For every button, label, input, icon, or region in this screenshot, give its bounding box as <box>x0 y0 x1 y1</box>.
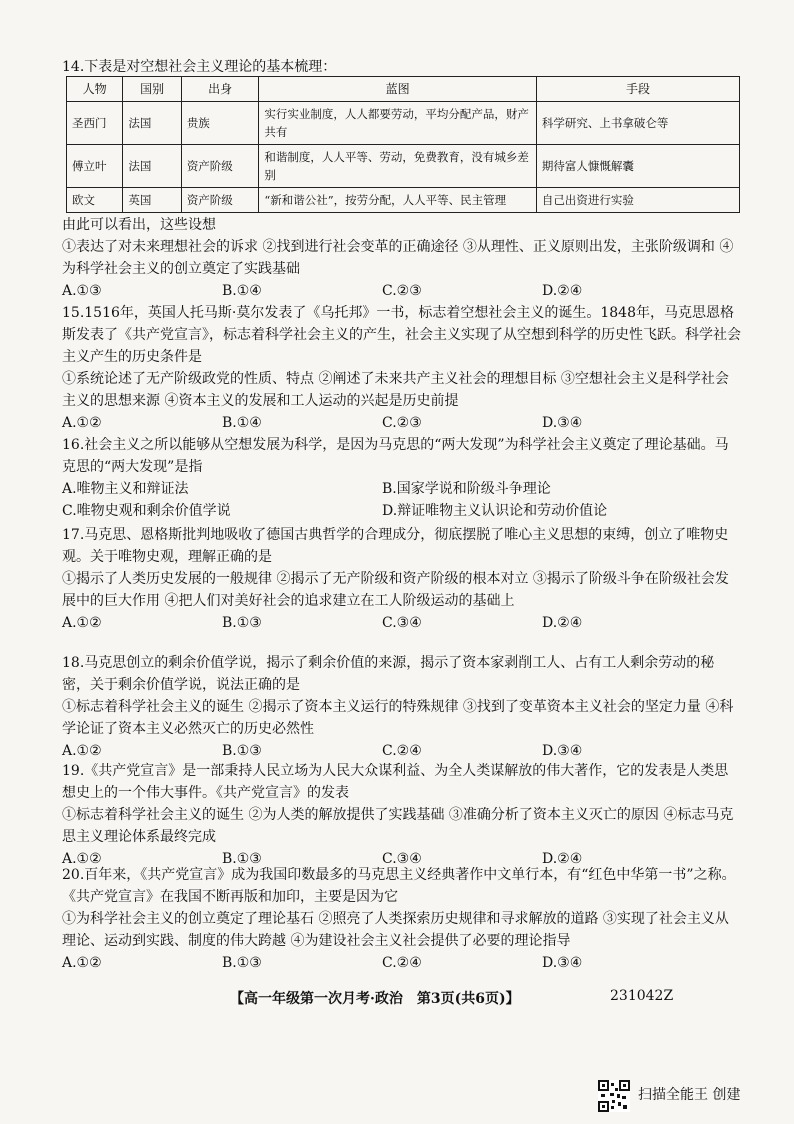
table-header: 手段 <box>536 77 739 102</box>
question-14-statements: ①表达了对未来理想社会的诉求 ②找到进行社会变革的正确途径 ③从理性、正义原则出发，主张阶级调和 ④为科学社会主义的创立奠定了实践基础 <box>62 239 734 277</box>
table-cell: 法国 <box>123 145 181 188</box>
option: C.②③ <box>382 283 422 299</box>
table-cell: 法国 <box>123 102 181 145</box>
question-20-options <box>62 952 742 974</box>
option: B.①③ <box>222 743 262 759</box>
table-cell: 贵族 <box>181 102 259 145</box>
question-18-stem: 18.马克思创立的剩余价值学说，揭示了剩余价值的来源，揭示了资本家剥削工人、占有工人剩余劳动的秘密，关于剩余价值学说，说法正确的是 <box>62 655 715 693</box>
option: A.唯物主义和辩证法 <box>62 481 189 497</box>
option: B.①④ <box>222 283 262 299</box>
table-cell: 期待富人慷慨解囊 <box>536 145 739 188</box>
qr-code-icon <box>598 1080 630 1112</box>
question-19-statements: ①标志着科学社会主义的诞生 ②为人类的解放提供了实践基础 ③准确分析了资本主义灭亡的原因 ④标志马克思主义理论体系最终完成 <box>62 807 734 845</box>
option: A.①② <box>62 955 102 971</box>
option: B.①④ <box>222 415 262 431</box>
table-cell: 科学研究、上书拿破仑等 <box>536 102 739 145</box>
footer-title: 【高一年级第一次月考·政治 第3页(共6页)】 <box>230 991 520 1007</box>
table-cell: 实行实业制度，人人都要劳动，平均分配产品，财产共有 <box>259 102 536 145</box>
question-18-statements: ①标志着科学社会主义的诞生 ②揭示了资本主义运行的特殊规律 ③找到了变革资本主义社会的坚定力量 ④科学论证了资本主义必然灭亡的历史必然性 <box>62 699 734 737</box>
option: C.③④ <box>382 851 422 867</box>
table-cell: 自己出资进行实验 <box>536 188 739 213</box>
option: C.②③ <box>382 415 422 431</box>
question-17 <box>62 524 742 634</box>
question-15-stem: 15.1516年，英国人托马斯·莫尔发表了《乌托邦》一书，标志着空想社会主义的诞生。1848年，马克思恩格斯发表了《共产党宣言》，标志着科学社会主义的产生，社会主义实现了从空想到科学的历史性飞跃。科学社会主义产生的历史条件是 <box>62 305 741 365</box>
option: B.国家学说和阶级斗争理论 <box>382 481 551 497</box>
option: B.①③ <box>222 615 262 631</box>
table-row <box>67 145 740 188</box>
option: A.①② <box>62 743 102 759</box>
question-14-body <box>62 214 742 302</box>
question-14-options <box>62 280 742 302</box>
question-15-statements: ①系统论述了无产阶级政党的性质、特点 ②阐述了未来共产主义社会的理想目标 ③空想社会主义是科学社会主义的思想来源 ④资本主义的发展和工人运动的兴起是历史前提 <box>62 371 729 409</box>
option: D.②④ <box>542 615 583 631</box>
option: D.辩证唯物主义认识论和劳动价值论 <box>382 503 608 519</box>
table-cell: 欧文 <box>67 188 123 213</box>
question-18 <box>62 652 742 762</box>
question-14 <box>62 56 742 78</box>
question-17-stem: 17.马克思、恩格斯批判地吸收了德国古典哲学的合理成分，彻底摆脱了唯心主义思想的束缚，创立了唯物史观。关于唯物史观，理解正确的是 <box>62 527 729 565</box>
option: C.②④ <box>382 743 422 759</box>
question-17-options <box>62 612 742 634</box>
option: B.①③ <box>222 955 262 971</box>
question-14-tail: 由此可以看出，这些设想 <box>62 217 216 233</box>
question-18-options <box>62 740 742 762</box>
question-16-options <box>62 478 742 522</box>
table-cell: 英国 <box>123 188 181 213</box>
option: D.③④ <box>542 743 583 759</box>
table-header: 出身 <box>181 77 259 102</box>
question-14-stem: 14.下表是对空想社会主义理论的基本梳理： <box>62 59 337 75</box>
option: A.①③ <box>62 283 102 299</box>
table-header: 蓝图 <box>259 77 536 102</box>
scanner-watermark: 扫描全能王 创建 <box>638 1087 741 1103</box>
question-16-stem: 16.社会主义之所以能够从空想发展为科学，是因为马克思的“两大发现”为科学社会主义奠定了理论基础。马克思的“两大发现”是指 <box>62 437 729 475</box>
question-20-stem: 20.百年来，《共产党宣言》成为我国印数最多的马克思主义经典著作中文单行本，有“红色中华第一书”之称。《共产党宣言》在我国不断再版和加印，主要是因为它 <box>62 867 736 905</box>
question-16 <box>62 434 742 522</box>
option: A.①② <box>62 851 102 867</box>
table-cell: 圣西门 <box>67 102 123 145</box>
option: D.③④ <box>542 955 583 971</box>
table-header: 国别 <box>123 77 181 102</box>
question-20 <box>62 864 742 974</box>
table-cell: 傅立叶 <box>67 145 123 188</box>
question-19-stem: 19.《共产党宣言》是一部秉持人民立场为人民大众谋利益、为全人类谋解放的伟大著作，它的发表是人类思想史上的一个伟大事件。《共产党宣言》的发表 <box>62 763 729 801</box>
question-17-statements: ①揭示了人类历史发展的一般规律 ②揭示了无产阶级和资产阶级的根本对立 ③揭示了阶级斗争在阶级社会发展中的巨大作用 ④把人们对美好社会的追求建立在工人阶级运动的基础上 <box>62 571 729 609</box>
question-20-statements: ①为科学社会主义的创立奠定了理论基石 ②照亮了人类探索历史规律和寻求解放的道路 ③实现了社会主义从理论、运动到实践、制度的伟大跨越 ④为建设社会主义社会提供了必要的理论指导 <box>62 911 729 949</box>
table-row <box>67 188 740 213</box>
table-cell: 和谐制度，人人平等、劳动，免费教育，没有城乡差别 <box>259 145 536 188</box>
table-cell: “新和谐公社”，按劳分配，人人平等、民主管理 <box>259 188 536 213</box>
table-header: 人物 <box>67 77 123 102</box>
option: C.③④ <box>382 615 422 631</box>
utopian-socialism-table <box>66 76 740 213</box>
option: D.②④ <box>542 851 583 867</box>
option: B.①③ <box>222 851 262 867</box>
table-row <box>67 102 740 145</box>
question-19 <box>62 760 742 870</box>
option: C.唯物史观和剩余价值学说 <box>62 503 231 519</box>
table-cell: 资产阶级 <box>181 188 259 213</box>
table-header-row <box>67 77 740 102</box>
table-cell: 资产阶级 <box>181 145 259 188</box>
option: A.①② <box>62 415 102 431</box>
option: A.①② <box>62 615 102 631</box>
question-15-options <box>62 412 742 434</box>
option: D.③④ <box>542 415 583 431</box>
question-15 <box>62 302 742 434</box>
footer-code: 231042Z <box>610 988 674 1004</box>
option: C.②④ <box>382 955 422 971</box>
option: D.②④ <box>542 283 583 299</box>
